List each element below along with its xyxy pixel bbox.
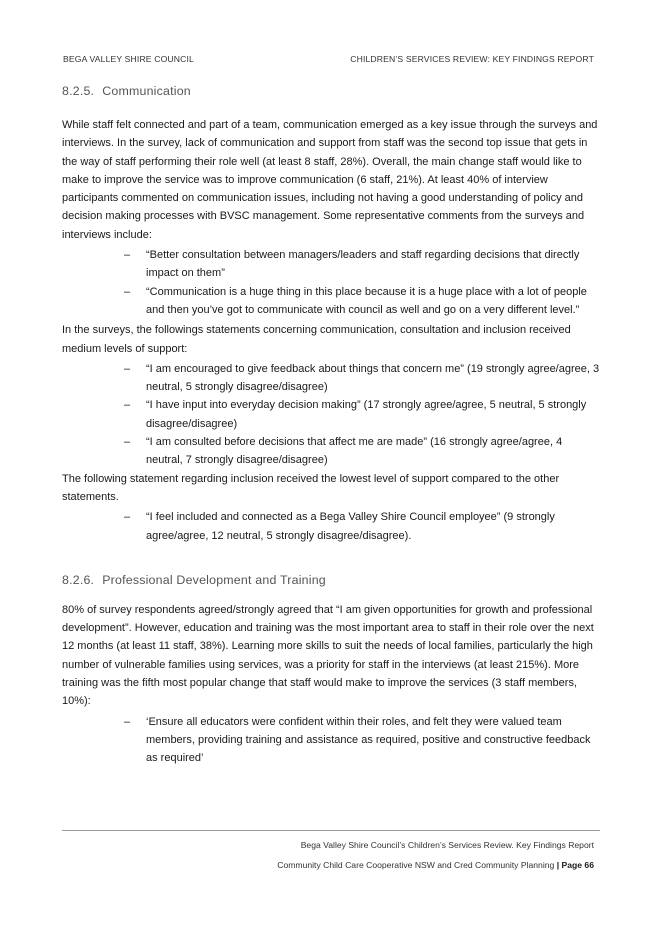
footer-report-title: Bega Valley Shire Council’s Children’s Services Review. Key Findings Report bbox=[300, 840, 594, 850]
bullet-dash: – bbox=[124, 436, 131, 449]
footer-separator: | bbox=[556, 860, 560, 870]
bullet-dash: – bbox=[124, 362, 131, 375]
bullet-dash: – bbox=[124, 399, 131, 412]
professional-development-paragraph: 80% of survey respondents agreed/strongly agreed that “I am given opportunities for growth and professional development”. However, education and training was the most important area to staff in their role over the next 12 months (at least 11 staff, 38%). Learning more skills to suit the needs of local families, particularly the high number of vulnerable families using services, was a priority for staff in the interviews (at least 215%). More training was the fifth most popular change that staff would make to improve the services (3 staff members, 10%): bbox=[62, 603, 594, 708]
lowest-support-list bbox=[62, 508, 600, 545]
bullet-dash: – bbox=[124, 511, 131, 524]
page-number: Page 66 bbox=[561, 860, 594, 870]
running-header-right: CHILDREN’S SERVICES REVIEW: KEY FINDINGS REPORT bbox=[350, 54, 594, 64]
footer-authors bbox=[277, 860, 594, 870]
section-number: 8.2.5. bbox=[62, 84, 95, 98]
list-item: – “Better consultation between managers/leaders and staff regarding decisions that directly impact on them” bbox=[62, 246, 600, 283]
page-body bbox=[62, 84, 600, 768]
section-heading-professional-development bbox=[62, 573, 600, 587]
section-heading-communication bbox=[62, 84, 600, 98]
section-title: Professional Development and Training bbox=[102, 572, 326, 587]
survey-statements-list bbox=[62, 360, 600, 470]
communication-intro-paragraph: While staff felt connected and part of a team, communication emerged as a key issue through the surveys and interviews. In the survey, lack of communication and support from staff was the second top issue that gets in the way of staff performing their role well (at least 8 staff, 28%). Overall, the main change staff would like to make to improve the service was to improve communication (6 staff, 21%). At least 40% of interview participants commented on communication issues, including not having a good understanding of policy and decision making processes with BVSC management. Some representative comments from the surveys and interviews include: bbox=[62, 119, 598, 241]
list-item: – “Communication is a huge thing in this place because it is a huge place with a lot of people and then you’ve got to communicate with council as well and go on a very different level.” bbox=[62, 283, 600, 320]
footer-authors-text: Community Child Care Cooperative NSW and Cred Community Planning bbox=[277, 860, 555, 870]
list-item: – “I feel included and connected as a Bega Valley Shire Council employee” (9 strongly agree/agree, 12 neutral, 5 strongly disagree/disagree). bbox=[62, 508, 600, 545]
lowest-support-intro: The following statement regarding inclusion received the lowest level of support compared to the other statements. bbox=[62, 472, 560, 503]
bullet-dash: – bbox=[124, 285, 131, 298]
list-item: – “I am consulted before decisions that affect me are made” (16 strongly agree/agree, 4 neutral, 7 strongly disagree/disagree) bbox=[62, 433, 600, 470]
survey-statements-intro: In the surveys, the followings statements concerning communication, consultation and inclusion received medium levels of support: bbox=[62, 324, 571, 355]
list-item: – “I am encouraged to give feedback about things that concern me” (19 strongly agree/agree, 3 neutral, 5 strongly disagree/disagree) bbox=[62, 360, 600, 397]
communication-quotes-list bbox=[62, 246, 600, 319]
list-item: – ‘Ensure all educators were confident within their roles, and felt they were valued team members, providing training and assistance as required, positive and constructive feedback as required’ bbox=[62, 713, 600, 768]
section-title: Communication bbox=[102, 84, 191, 98]
list-item: – “I have input into everyday decision making” (17 strongly agree/agree, 5 neutral, 5 strongly disagree/disagree) bbox=[62, 396, 600, 433]
running-header-left: BEGA VALLEY SHIRE COUNCIL bbox=[63, 54, 194, 64]
bullet-dash: – bbox=[124, 715, 131, 728]
bullet-dash: – bbox=[124, 249, 131, 262]
section-number: 8.2.6. bbox=[62, 572, 95, 587]
footer-divider bbox=[62, 830, 600, 831]
professional-development-quotes-list bbox=[62, 713, 600, 768]
